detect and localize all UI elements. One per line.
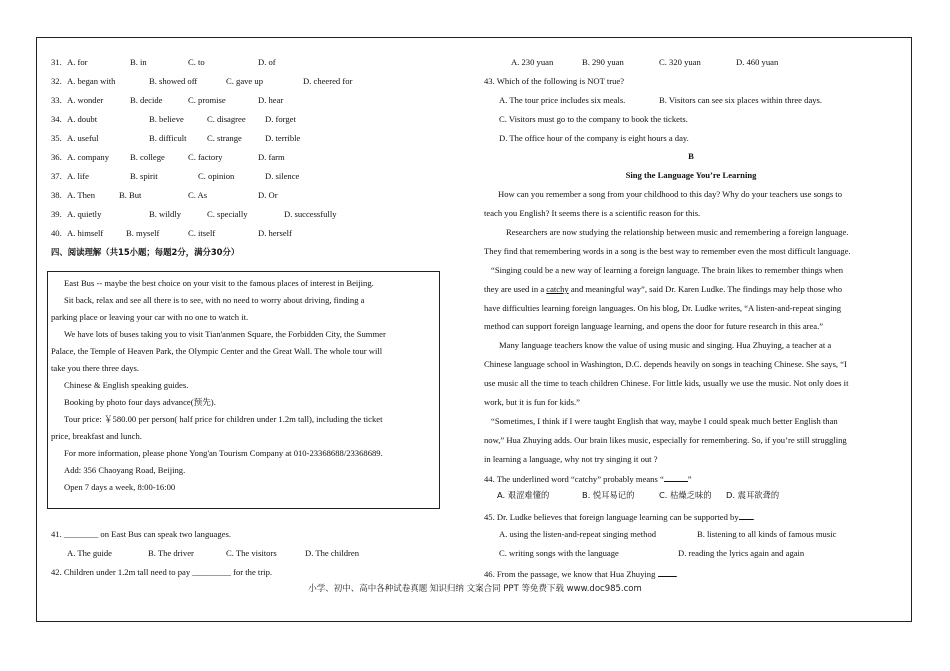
cloze-option-c: C. factory (188, 152, 223, 162)
q41-option-b: B. The driver (148, 548, 194, 558)
q46-blank (658, 568, 676, 577)
cloze-question-number: 36. (51, 152, 62, 162)
passage-b-line: have difficulties learning foreign languages. On his blog, Dr. Ludke writes, “A listen-and-repeat singing (484, 303, 842, 313)
q41-option-d: D. The children (305, 548, 360, 558)
q42-option-c: C. 320 yuan (659, 57, 701, 67)
cloze-option-d: D. successfully (284, 209, 337, 219)
passage-b-line: How can you remember a song from your childhood to this day? Why do your teachers use songs to (498, 189, 842, 199)
passage-a-line: Sit back, relax and see all there is to see, with no need to worry about driving, finding a (64, 295, 365, 305)
passage-a-line: East Bus -- maybe the best choice on your visit to the famous places of interest in Beijing. (64, 278, 374, 288)
cloze-option-c: C. specially (207, 209, 248, 219)
cloze-option-c: C. gave up (226, 76, 263, 86)
q45-option-d: D. reading the lyrics again and again (678, 548, 805, 558)
q44-blank (664, 473, 688, 482)
cloze-option-a: A. for (67, 57, 88, 67)
q41-option-c: C. The visitors (226, 548, 277, 558)
q45-option-a: A. using the listen-and-repeat singing method (499, 529, 657, 539)
passage-a-line: Add: 356 Chaoyang Road, Beijing. (64, 465, 186, 475)
page-footer: 小学、初中、高中各种试卷真题 知识归纳 文案合同 PPT 等免费下载 www.doc985.com (308, 584, 642, 594)
cloze-question-number: 35. (51, 133, 62, 143)
q43-option-a: A. The tour price includes six meals. (499, 95, 626, 105)
cloze-option-d: D. terrible (265, 133, 301, 143)
passage-a-line: Booking by photo four days advance(预先). (64, 397, 216, 407)
q46-end: . (675, 569, 678, 579)
cloze-option-b: B. myself (126, 228, 160, 238)
cloze-option-a: A. doubt (67, 114, 98, 124)
q46-text: 46. From the passage, we know that Hua Zhuying (484, 569, 658, 579)
cloze-option-d: D. silence (265, 171, 300, 181)
passage-b-title: Sing the Language You’re Learning (625, 170, 757, 180)
catchy-post: and meaningful way”, said Dr. Karen Ludke. The findings may help those who (568, 284, 843, 294)
cloze-option-b: B. college (130, 152, 165, 162)
passage-b-line: now,” Hua Zhuying adds. Our brain likes music, especially for remembering. So, if you’re still struggling (484, 435, 847, 445)
passage-b-line: Chinese language school in Washington, D.C. depends heavily on songs in teaching Chinese. She says, “I (484, 359, 847, 369)
section-b-label: B (688, 151, 694, 161)
cloze-option-b: B. But (119, 190, 142, 200)
cloze-question-number: 32. (51, 76, 62, 86)
cloze-option-d: D. herself (258, 228, 292, 238)
cloze-option-d: D. farm (258, 152, 285, 162)
passage-a-line: price, breakfast and lunch. (51, 431, 142, 441)
cloze-option-c: C. opinion (198, 171, 235, 181)
cloze-option-c: C. promise (188, 95, 226, 105)
passage-b-line: “Singing could be a new way of learning a foreign language. The brain likes to remember things when (491, 265, 844, 275)
cloze-option-a: A. began with (67, 76, 116, 86)
q44-option-d: D. 震耳欲聋的 (726, 490, 780, 500)
cloze-question-number: 34. (51, 114, 62, 124)
passage-b-line: method can support foreign language learning, and opens the door for future research in this area.” (484, 321, 824, 331)
cloze-question-number: 37. (51, 171, 62, 181)
cloze-question-number: 38. (51, 190, 62, 200)
cloze-option-a: A. company (67, 152, 110, 162)
cloze-option-c: C. disagree (207, 114, 246, 124)
passage-b-line: They find that remembering words in a song is the best way to remember even the most difficult language. (484, 246, 851, 256)
question-42: 42. Children under 1.2m tall need to pay _________ for the trip. (51, 567, 273, 577)
q44-option-c: C. 枯燥乏味的 (659, 490, 712, 500)
passage-b-line-catchy (484, 285, 842, 294)
cloze-option-a: A. quietly (67, 209, 102, 219)
passage-b-line: use music all the time to teach children Chinese. For little kids, usually we use the music. Not only does it (484, 378, 849, 388)
cloze-option-d: D. cheered for (303, 76, 353, 86)
catchy-underlined-word: catchy (546, 284, 569, 294)
passage-a-line: Open 7 days a week, 8:00-16:00 (64, 482, 176, 492)
passage-b-line: in learning a language, why not try singing it out ? (484, 454, 658, 464)
q43-option-b: B. Visitors can see six places within three days. (659, 95, 823, 105)
question-46 (484, 568, 678, 579)
q44-end: ” (687, 474, 692, 484)
q41-option-a: A. The guide (67, 548, 112, 558)
q45-blank (739, 511, 753, 520)
passage-b-line: “Sometimes, I think if I were taught English that way, maybe I could speak much better English than (491, 416, 838, 426)
section-title: 四、阅读理解（共15小题；每题2分，满分30分） (51, 247, 240, 257)
q44-option-b: B. 悦耳易记的 (582, 490, 635, 500)
q45-text: 45. Dr. Ludke believes that foreign language learning can be supported by (484, 512, 739, 522)
q43-option-d: D. The office hour of the company is eight hours a day. (499, 133, 689, 143)
q42-option-b: B. 290 yuan (582, 57, 624, 67)
cloze-option-d: D. Or (258, 190, 278, 200)
cloze-option-a: A. wonder (67, 95, 104, 105)
catchy-pre: they are used in a (484, 284, 547, 294)
cloze-option-b: B. spirit (130, 171, 158, 181)
q45-end: . (752, 512, 755, 522)
cloze-question-number: 33. (51, 95, 62, 105)
cloze-option-d: D. of (258, 57, 276, 67)
cloze-option-c: C. to (188, 57, 205, 67)
cloze-question-number: 39. (51, 209, 62, 219)
cloze-option-b: B. difficult (149, 133, 187, 143)
q43-option-c: C. Visitors must go to the company to book the tickets. (499, 114, 688, 124)
cloze-question-number: 40. (51, 228, 62, 238)
passage-a-line: take you there three days. (51, 363, 140, 373)
cloze-option-b: B. believe (149, 114, 184, 124)
passage-a-line: Palace, the Temple of Heaven Park, the Olympic Center and the Great Wall. The whole tour will (51, 346, 383, 356)
cloze-option-c: C. strange (207, 133, 242, 143)
question-45 (484, 511, 755, 522)
passage-a-line: For more information, please phone Yong'an Tourism Company at 010-23368688/23368689. (64, 448, 383, 458)
cloze-option-a: A. life (67, 171, 89, 181)
passage-b-line: Researchers are now studying the relationship between music and remembering a foreign language. (506, 227, 849, 237)
cloze-option-b: B. in (130, 57, 147, 67)
cloze-option-c: C. As (188, 190, 208, 200)
cloze-option-d: D. hear (258, 95, 284, 105)
q45-option-b: B. listening to all kinds of famous music (697, 529, 837, 539)
cloze-question-number: 31. (51, 57, 62, 67)
q44-text: 44. The underlined word “catchy” probably means “ (484, 474, 664, 484)
q42-option-a: A. 230 yuan (511, 57, 554, 67)
passage-b-line: teach you English? It seems there is a scientific reason for this. (484, 208, 701, 218)
cloze-option-b: B. decide (130, 95, 163, 105)
cloze-option-a: A. Then (67, 190, 96, 200)
q45-option-c: C. writing songs with the language (499, 548, 619, 558)
passage-a-line: Tour price: ￥580.00 per person( half price for children under 1.2m tall), including the ticket (64, 414, 383, 424)
passage-a-line: parking place or leaving your car with no one to watch it. (51, 312, 249, 322)
passage-b-line: Many language teachers know the value of using music and singing. Hua Zhuying, a teacher at a (499, 340, 832, 350)
question-41: 41. ________ on East Bus can speak two languages. (51, 529, 231, 539)
cloze-option-b: B. wildly (149, 209, 181, 219)
cloze-option-c: C. itself (188, 228, 216, 238)
q42-option-d: D. 460 yuan (736, 57, 779, 67)
cloze-option-d: D. forget (265, 114, 296, 124)
cloze-option-a: A. useful (67, 133, 99, 143)
question-44 (484, 473, 692, 484)
question-43: 43. Which of the following is NOT true? (484, 76, 625, 86)
cloze-option-a: A. himself (67, 228, 104, 238)
passage-a-line: We have lots of buses taking you to visit Tian'anmen Square, the Forbidden City, the Summer (64, 329, 386, 339)
passage-a-line: Chinese & English speaking guides. (64, 380, 189, 390)
passage-b-line: work, but it is fun for kids.” (484, 397, 580, 407)
q44-option-a: A. 艰涩难懂的 (497, 490, 550, 500)
cloze-option-b: B. showed off (149, 76, 198, 86)
